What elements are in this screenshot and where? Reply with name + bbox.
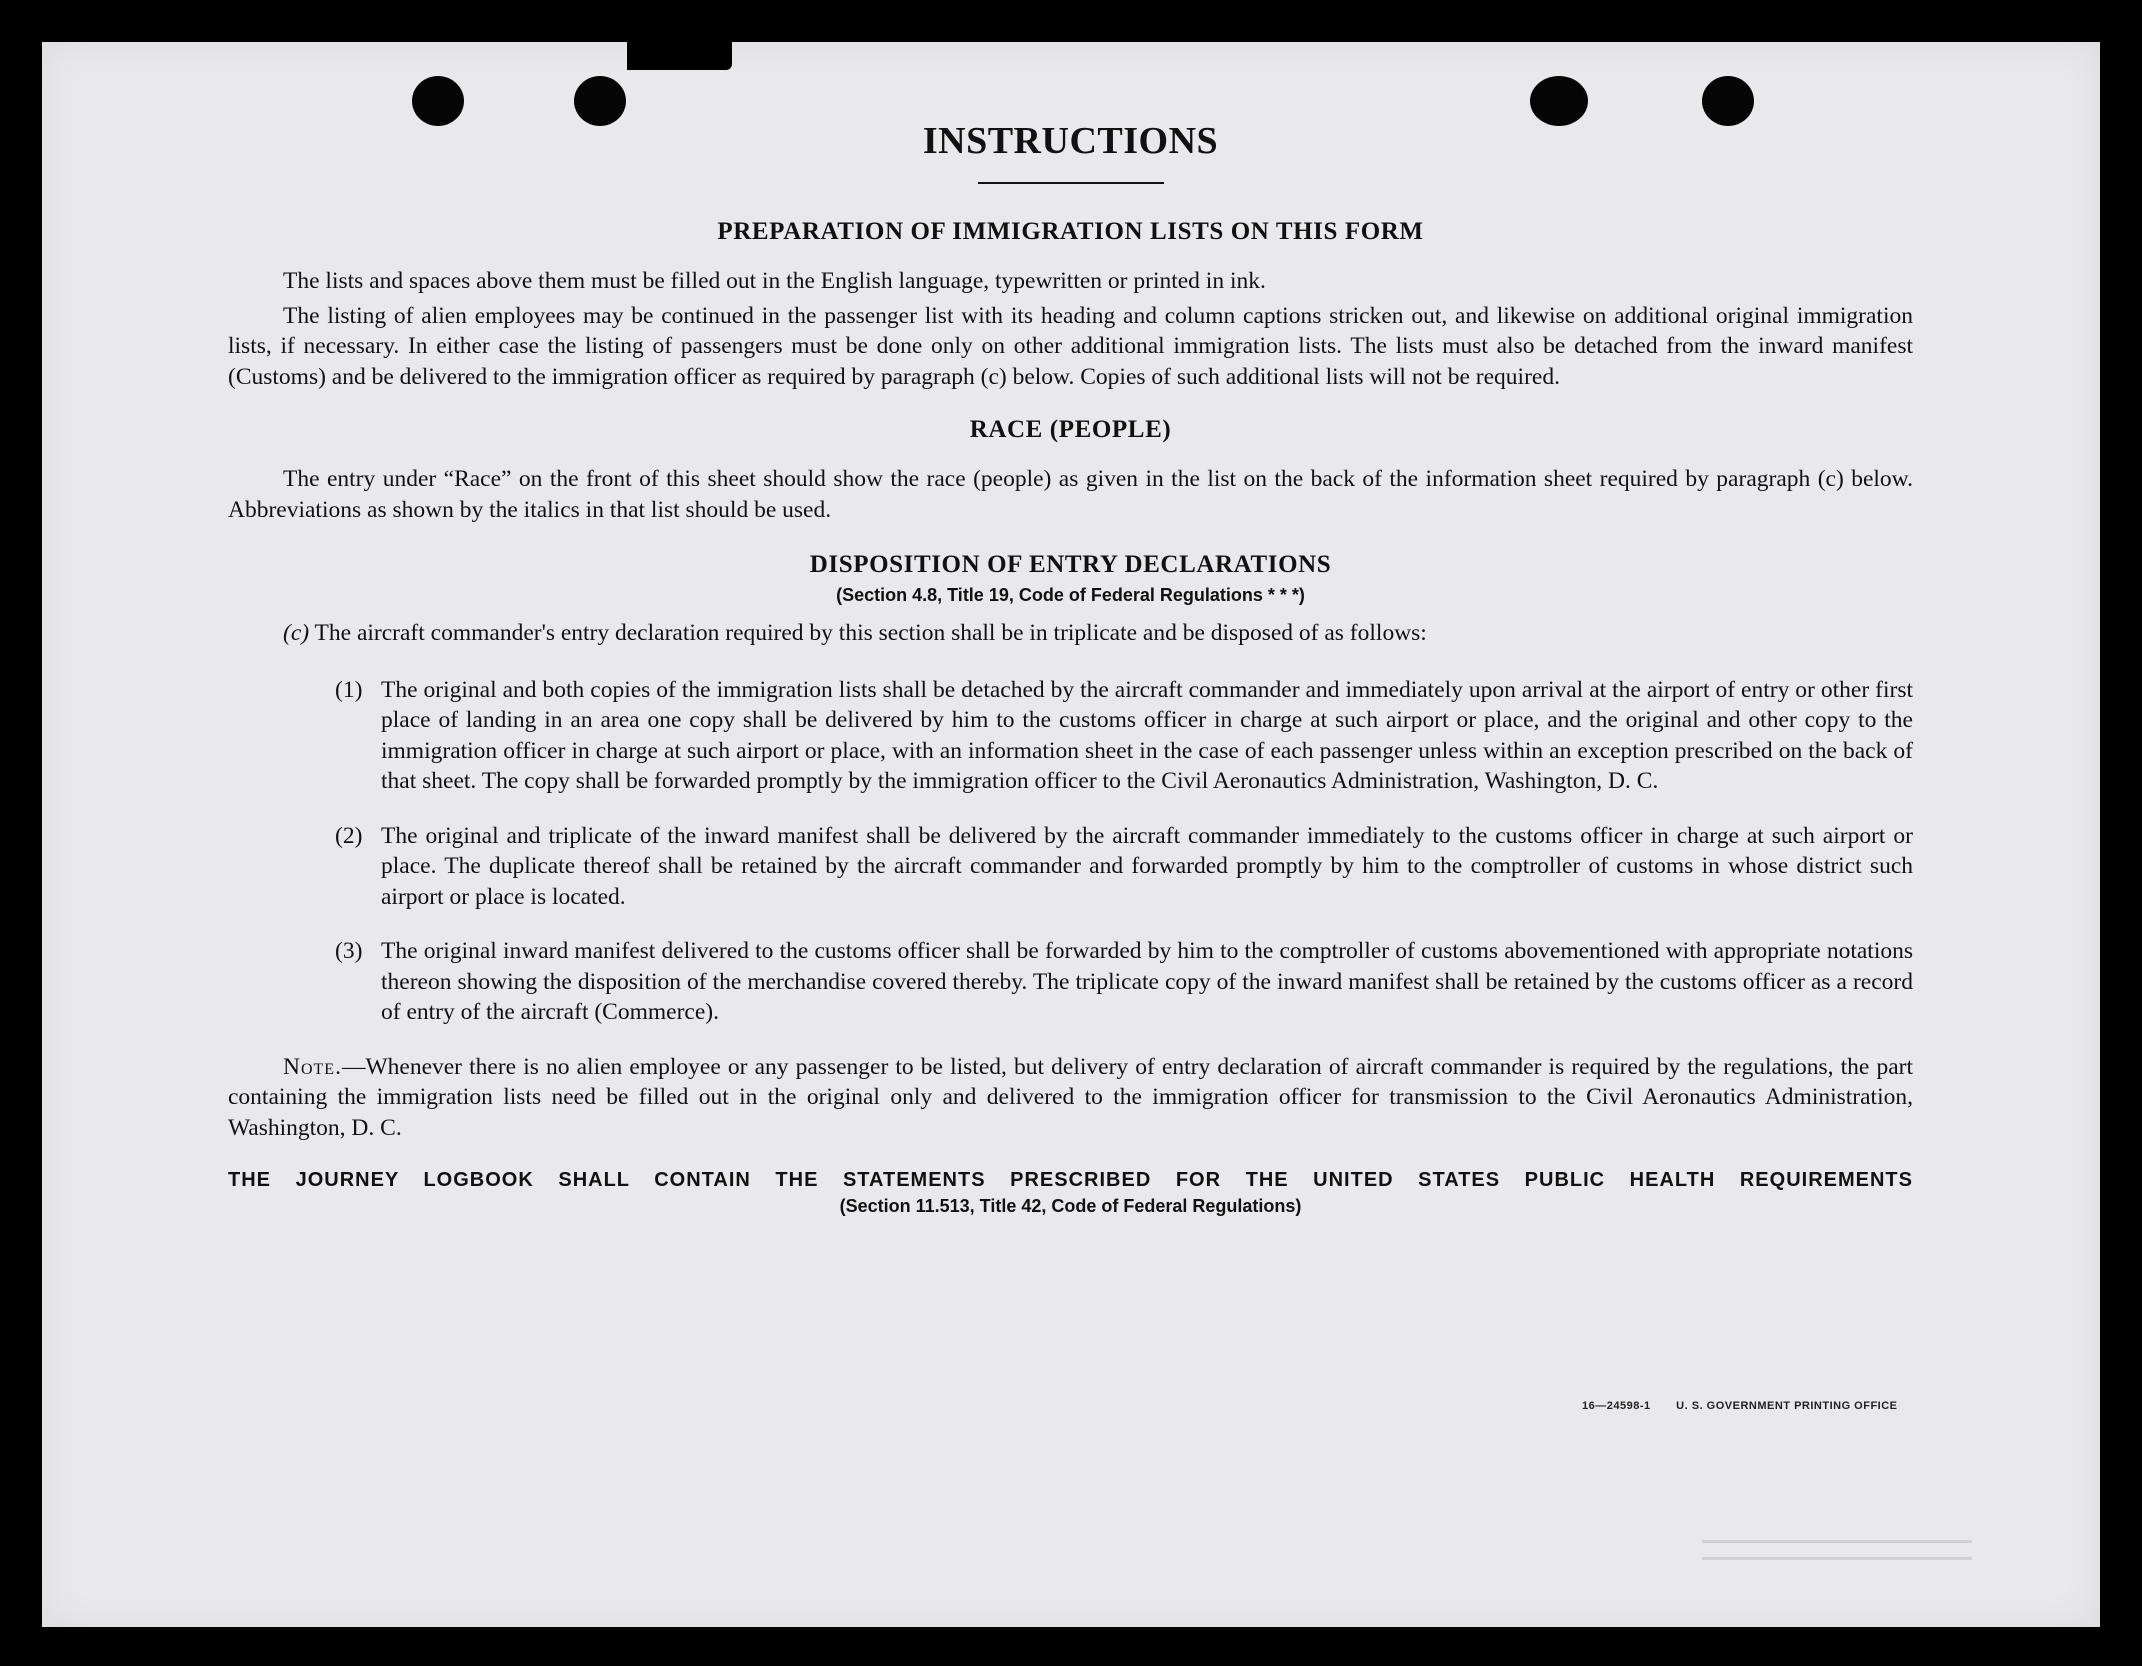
- paragraph-preparation-2: The listing of alien employees may be continued in the passenger list with its heading and column captions stricken out, and likewise on additional original immigration lists, if necessary. In either case the listing of passengers must be done only on other additional immigration lists. The lists must also be detached from the inward manifest (Customs) and be delivered to the immigration officer as required by paragraph (c) below. Copies of such additional lists will not be required.: [228, 302, 1913, 390]
- page-title: INSTRUCTIONS: [922, 120, 1219, 162]
- citation-disposition: (Section 4.8, Title 19, Code of Federal Regulations * * *): [836, 585, 1305, 605]
- item-text: The original and triplicate of the inward manifest shall be delivered by the aircraft commander immediately to the customs officer in charge at such airport or place. The duplicate thereof shall be retained by the aircraft commander and forwarded promptly by him to the comptroller of customs in whose district such airport or place is located.: [381, 822, 1913, 910]
- instructions-content: [228, 112, 1913, 1217]
- paragraph-preparation-1: The lists and spaces above them must be filled out in the English language, typewritten or printed in ink.: [283, 268, 1266, 294]
- heading-preparation: PREPARATION OF IMMIGRATION LISTS ON THIS FORM: [717, 218, 1424, 245]
- clause-c-text: The aircraft commander's entry declaration required by this section shall be in triplicate and be disposed of as follows:: [314, 620, 1427, 646]
- printer-imprint: [1582, 1400, 1898, 1412]
- item-text: The original and both copies of the immigration lists shall be detached by the aircraft commander and immediately upon arrival at the airport of entry or other first place of landing in an area one copy shall be delivered by him to the customs officer in charge at such airport or place, and the original and other copy to the immigration officer in charge at such airport or place, with an information sheet in the case of each passenger unless within an exception prescribed on the back of that sheet. The copy shall be forwarded promptly by the immigration officer to the Civil Aeronautics Administration, Washington, D. C.: [381, 676, 1913, 794]
- torn-notch: [627, 42, 732, 70]
- note-paragraph: [228, 1052, 1913, 1144]
- item-number: (3): [335, 938, 363, 964]
- note-label: Note.: [283, 1053, 342, 1080]
- paragraph-race: The entry under “Race” on the front of this sheet should show the race (people) as given in the list on the back of the information sheet required by paragraph (c) below. Abbreviations as shown by the italics in that list should be used.: [228, 466, 1913, 523]
- title-rule: [978, 182, 1164, 184]
- form-code: 16—24598-1: [1582, 1400, 1651, 1412]
- item-text: The original inward manifest delivered to the customs officer shall be forwarded by him to the comptroller of customs abovementioned with appropriate notations thereon showing the disposition of the merchandise covered thereby. The triplicate copy of the inward manifest shall be retained by the customs officer as a record of entry of the aircraft (Commerce).: [381, 938, 1913, 1025]
- item-number: (1): [335, 676, 363, 703]
- heading-disposition: DISPOSITION OF ENTRY DECLARATIONS: [809, 551, 1332, 578]
- item-number: (2): [335, 822, 363, 849]
- list-item: [335, 936, 1913, 1028]
- clause-c: [283, 618, 1913, 649]
- bleed-through-marks: [1702, 1540, 1972, 1580]
- journey-citation: (Section 11.513, Title 42, Code of Federal Regulations): [839, 1196, 1302, 1216]
- note-text: —Whenever there is no alien employee or any passenger to be listed, but delivery of entry declaration of aircraft commander is required by the regulations, the part containing the immigration lists need be filled out in the original only and delivered to the immigration officer for transmission to the Civil Aeronautics Administration, Washington, D. C.: [228, 1053, 1913, 1141]
- heading-race: RACE (PEOPLE): [969, 416, 1172, 443]
- document-page: [42, 42, 2100, 1627]
- clause-c-label: (c): [283, 620, 310, 646]
- journey-logbook-statement: THE JOURNEY LOGBOOK SHALL CONTAIN THE STATEMENTS PRESCRIBED FOR THE UNITED STATES PUBLIC HEALTH REQUIREMENTS: [228, 1169, 1913, 1191]
- list-item: [335, 675, 1913, 797]
- list-item: [335, 821, 1913, 913]
- printer-name: U. S. GOVERNMENT PRINTING OFFICE: [1676, 1400, 1898, 1412]
